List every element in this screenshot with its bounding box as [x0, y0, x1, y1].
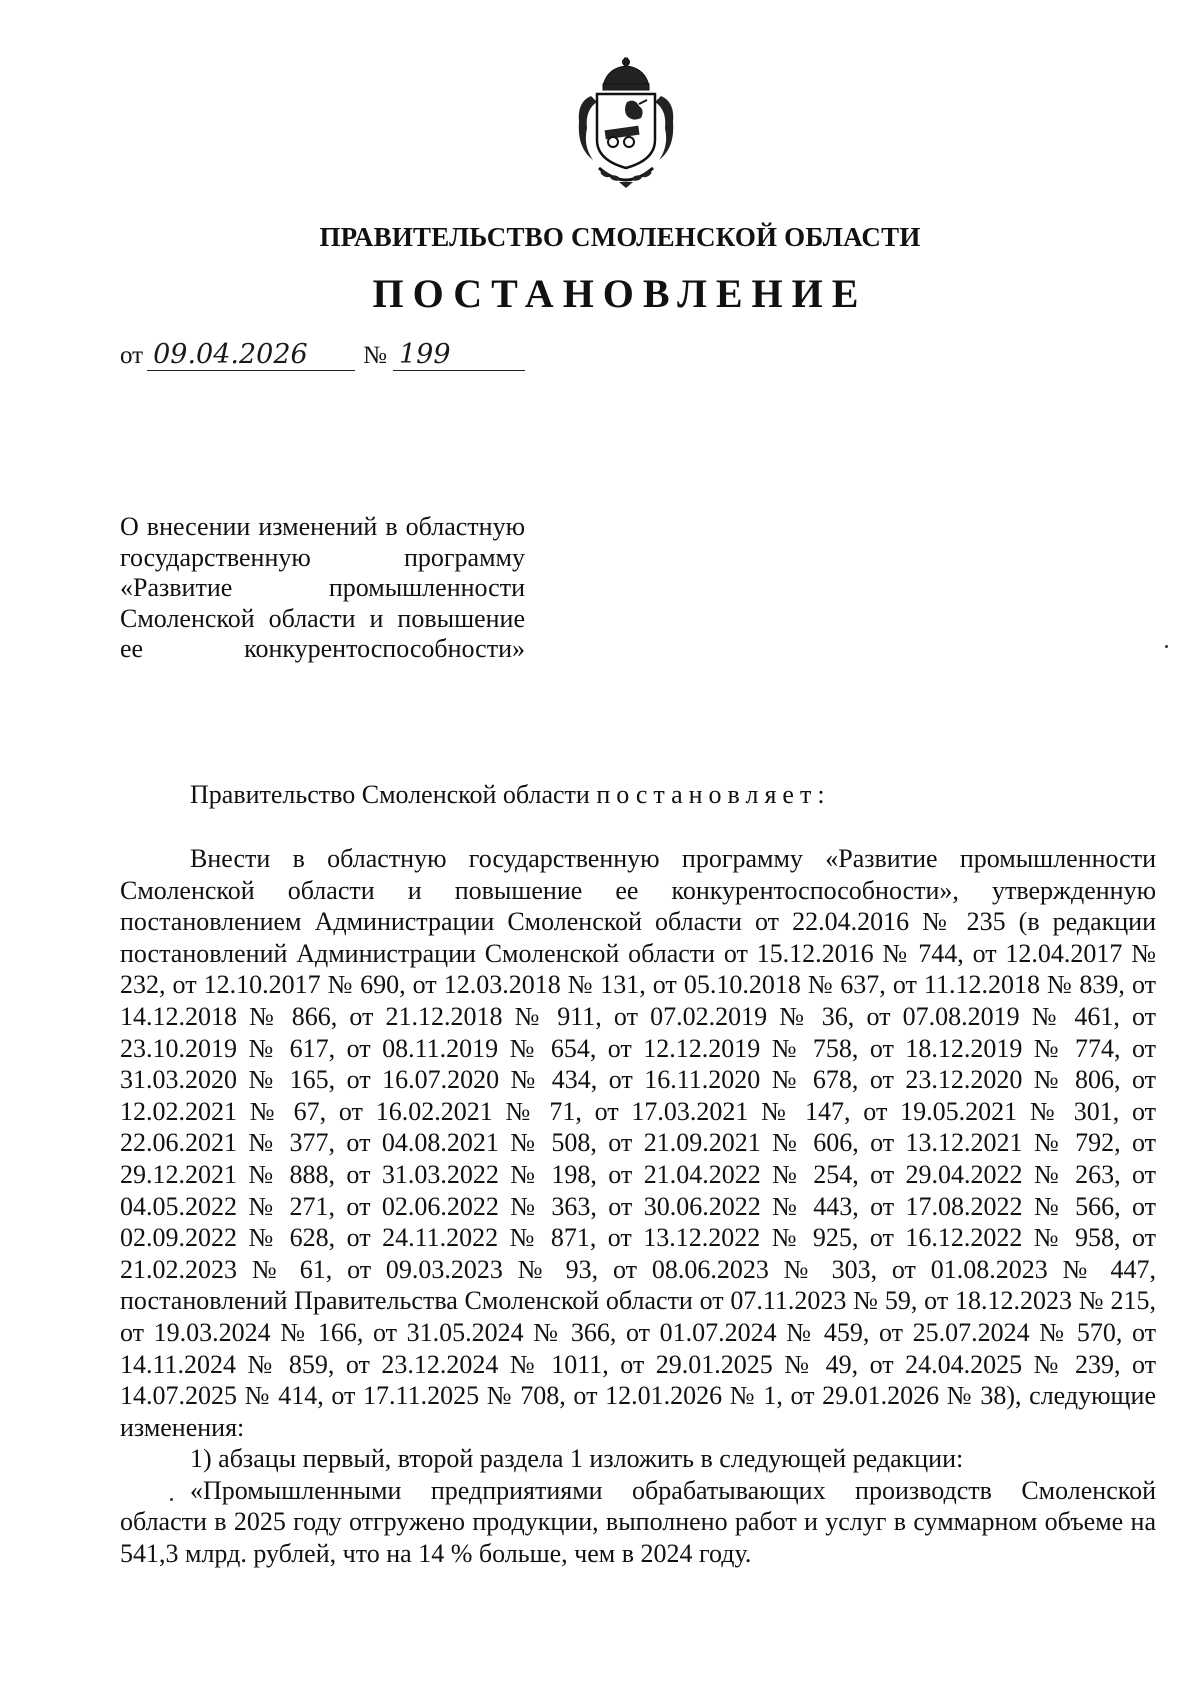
date-label: от [120, 342, 144, 369]
dateline [120, 340, 525, 371]
document-subject: О внесении изменений в областную государственную программу «Развитие промышленности Смоленской области и повышение ее конкурентоспособности» [120, 512, 525, 663]
document-date: 09.04.2026 [147, 340, 355, 371]
number-label: № [363, 342, 387, 369]
body-paragraph-2: 1) абзацы первый, второй раздела 1 изложить в следующей редакции: [190, 1444, 964, 1474]
document-body [120, 843, 1156, 1570]
body-paragraph-1: Внести в областную государственную программу «Развитие промышленности Смоленской области и повышение ее конкурентоспособности», утвержденную постановлением Администрации Смоленской области от 22.04.2016 № 235 (в редакции постановлений Администрации Смоленской области от 15.12.2016 № 744, от 12.04.2017 № 232, от 12.10.2017 № 690, от 12.03.2018 № 131, от 05.10.2018 № 637, от 11.12.2018 № 839, от 14.12.2018 № 866, от 21.12.2018 № 911, от 07.02.2019 № 36, от 07.08.2019 № 461, от 23.10.2019 № 617, от 08.11.2019 № 654, от 12.12.2019 № 758, от 18.12.2019 № 774, от 31.03.2020 № 165, от 16.07.2020 № 434, от 16.11.2020 № 678, от 23.12.2020 № 806, от 12.02.2021 № 67, от 16.02.2021 № 71, от 17.03.2021 № 147, от 19.05.2021 № 301, от 22.06.2021 № 377, от 04.08.2021 № 508, от 21.09.2021 № 606, от 13.12.2021 № 792, от 29.12.2021 № 888, от 31.03.2022 № 198, от 21.04.2022 № 254, от 29.04.2022 № 263, от 04.05.2022 № 271, от 02.06.2022 № 363, от 30.06.2022 № 443, от 17.08.2022 № 566, от 02.09.2022 № 628, от 24.11.2022 № 871, от 13.12.2022 № 925, от 16.12.2022 № 958, от 21.02.2023 № 61, от 09.03.2023 № 93, от 08.06.2023 № 303, от 01.08.2023 № 447, постановлений Правительства Смоленской области от 07.11.2023 № 59, от 18.12.2023 № 215, от 19.03.2024 № 166, от 31.05.2024 № 366, от 01.07.2024 № 459, от 25.07.2024 № 570, от 14.11.2024 № 859, от 23.12.2024 № 1011, от 29.01.2025 № 49, от 24.04.2025 № 239, от 14.07.2025 № 414, от 17.11.2025 № 708, от 12.01.2026 № 1, от 29.01.2026 № 38), следующие изменения: [120, 844, 1156, 1442]
body-paragraph-3: «Промышленными предприятиями обрабатывающих производств Смоленской области в 2025 году отгружено продукции, выполнено работ и услуг в суммарном объеме на 541,3 млрд. рублей, что на 14 % больше, чем в 2024 году. [120, 1475, 1156, 1569]
scan-speck [1165, 645, 1168, 648]
decree-line [190, 780, 831, 810]
scan-speck [170, 1498, 173, 1501]
document-type: ПОСТАНОВЛЕНИЕ [372, 271, 868, 316]
decree-prefix: Правительство Смоленской области [190, 780, 590, 809]
decree-verb: постановляет: [596, 780, 831, 809]
government-title: ПРАВИТЕЛЬСТВО СМОЛЕНСКОЙ ОБЛАСТИ [319, 222, 921, 252]
document-number: 199 [393, 340, 525, 371]
smolensk-coat-of-arms-icon [563, 56, 689, 188]
